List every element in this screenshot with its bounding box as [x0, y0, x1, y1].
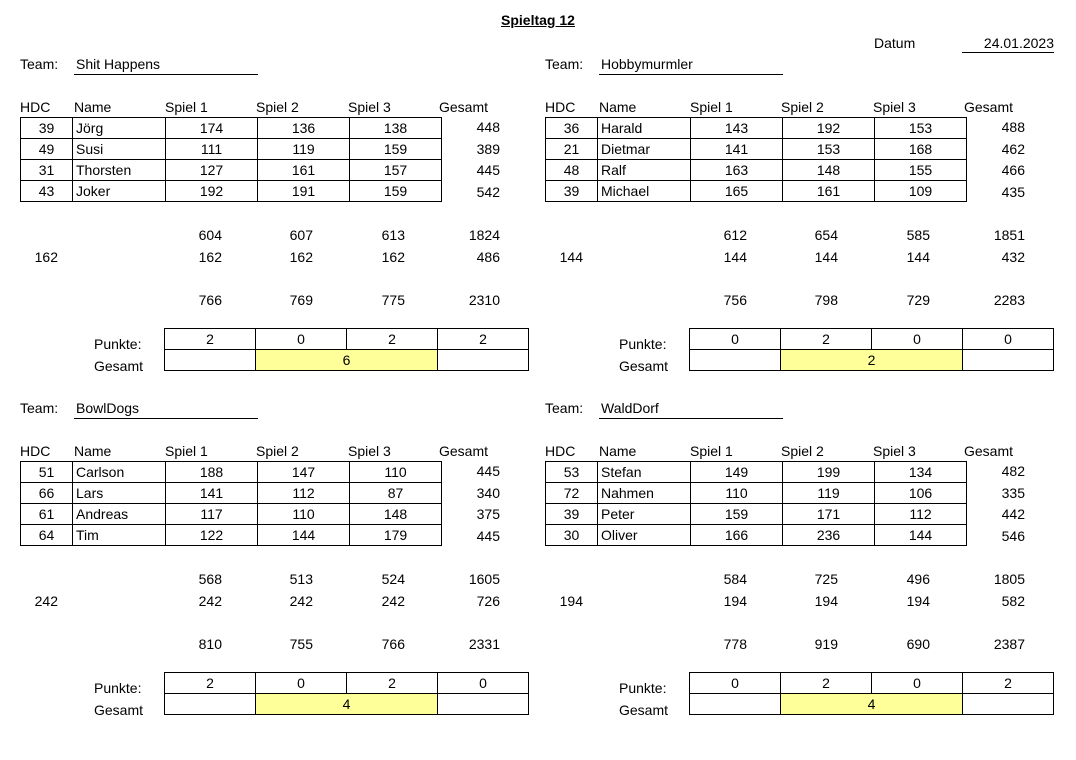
points-total-row [165, 694, 529, 715]
team-label: Team: [20, 56, 59, 72]
name-header: Name [74, 99, 112, 115]
player-hdc-cell[interactable]: 53 [546, 462, 598, 483]
hdc-header: HDC [20, 99, 51, 115]
grand-total-value: 755 [289, 636, 313, 652]
spiel3-cell[interactable]: 168 [875, 139, 967, 160]
points-cell[interactable]: 0 [690, 673, 781, 694]
sum-row-value: 607 [289, 227, 313, 243]
player-hdc-cell[interactable]: 30 [546, 525, 598, 546]
table-row [21, 160, 442, 181]
hdc-row-value: 144 [906, 249, 930, 265]
player-total: 445 [476, 162, 500, 179]
player-total: 375 [476, 506, 500, 523]
spiel3-cell[interactable]: 106 [875, 483, 967, 504]
spiel2-header: Spiel 2 [781, 99, 824, 115]
points-total-row [690, 350, 1054, 371]
player-name-cell[interactable]: Jörg [73, 118, 166, 139]
player-name-cell[interactable]: Michael [598, 181, 691, 202]
table-row [21, 462, 442, 483]
datum-value[interactable]: 24.01.2023 [962, 35, 1054, 53]
sum-row-value: 613 [381, 227, 405, 243]
team-name-field[interactable]: Hobbymurmler [599, 56, 783, 75]
points-total-empty-cell[interactable] [165, 694, 256, 715]
points-total-empty-cell[interactable] [165, 350, 256, 371]
team-block [20, 400, 540, 760]
spiel3-cell[interactable]: 110 [350, 462, 442, 483]
grand-total-value: 766 [198, 292, 222, 308]
player-hdc-cell[interactable]: 72 [546, 483, 598, 504]
table-row [546, 504, 967, 525]
datum-label: Datum [874, 35, 916, 51]
sum-row-value: 1824 [468, 227, 500, 243]
grand-total-value: 756 [723, 292, 747, 308]
spiel2-cell[interactable]: 192 [783, 118, 875, 139]
points-table [689, 672, 1054, 715]
player-hdc-cell[interactable]: 43 [21, 181, 73, 202]
points-cell[interactable]: 2 [438, 329, 529, 350]
spiel1-cell[interactable]: 166 [691, 525, 783, 546]
players-table [20, 117, 442, 202]
spiel2-cell[interactable]: 171 [783, 504, 875, 525]
players-table [20, 461, 442, 546]
players-table [545, 117, 967, 202]
spiel3-header: Spiel 3 [348, 443, 391, 459]
sum-row-value: 725 [814, 571, 838, 587]
spiel1-header: Spiel 1 [690, 99, 733, 115]
table-row [21, 139, 442, 160]
spiel2-cell[interactable]: 136 [258, 118, 350, 139]
page-title-text: Spieltag 12 [501, 12, 575, 28]
hdc-row-value: 242 [198, 593, 222, 609]
hdc-row-value: 194 [723, 593, 747, 609]
spiel3-cell[interactable]: 148 [350, 504, 442, 525]
points-cell[interactable]: 0 [872, 329, 963, 350]
team-hdc-total: 194 [559, 593, 583, 609]
spiel2-cell[interactable]: 199 [783, 462, 875, 483]
player-name-cell[interactable]: Harald [598, 118, 691, 139]
spiel1-cell[interactable]: 110 [691, 483, 783, 504]
spiel1-cell[interactable]: 159 [691, 504, 783, 525]
spiel1-cell[interactable]: 174 [166, 118, 258, 139]
spiel3-header: Spiel 3 [348, 99, 391, 115]
points-cell[interactable]: 2 [347, 329, 438, 350]
spiel1-cell[interactable]: 163 [691, 160, 783, 181]
punkte-label: Punkte: [619, 680, 667, 696]
gesamt-header: Gesamt [964, 99, 1014, 115]
player-hdc-cell[interactable]: 39 [546, 504, 598, 525]
points-total-cell[interactable]: 4 [781, 694, 963, 715]
sum-row-value: 1605 [468, 571, 500, 587]
points-row [690, 673, 1054, 694]
grand-total-value: 2310 [468, 292, 500, 308]
points-table [689, 328, 1054, 371]
grand-total-value: 729 [906, 292, 930, 308]
points-total-row [165, 350, 529, 371]
spiel3-header: Spiel 3 [873, 99, 916, 115]
player-name-cell[interactable]: Oliver [598, 525, 691, 546]
player-hdc-cell[interactable]: 51 [21, 462, 73, 483]
grand-total-value: 778 [723, 636, 747, 652]
points-cell[interactable]: 0 [256, 673, 347, 694]
player-name-cell[interactable]: Ralf [598, 160, 691, 181]
spiel1-cell[interactable]: 141 [166, 483, 258, 504]
player-name-cell[interactable]: Tim [73, 525, 166, 546]
players-table [545, 461, 967, 546]
team-name-field[interactable]: WaldDorf [599, 400, 783, 419]
spiel3-header: Spiel 3 [873, 443, 916, 459]
hdc-row-value: 432 [1001, 249, 1025, 265]
player-total: 442 [1001, 506, 1025, 523]
team-label: Team: [545, 400, 584, 416]
sum-row-value: 1851 [993, 227, 1025, 243]
player-name-cell[interactable]: Nahmen [598, 483, 691, 504]
spiel1-cell[interactable]: 122 [166, 525, 258, 546]
hdc-row-value: 242 [381, 593, 405, 609]
spiel3-cell[interactable]: 159 [350, 181, 442, 202]
spiel3-cell[interactable]: 87 [350, 483, 442, 504]
name-header: Name [74, 443, 112, 459]
table-row [21, 525, 442, 546]
player-name-cell[interactable]: Peter [598, 504, 691, 525]
spiel2-cell[interactable]: 148 [783, 160, 875, 181]
player-total: 542 [476, 184, 500, 201]
sum-row-value: 524 [381, 571, 405, 587]
points-cell[interactable]: 0 [256, 329, 347, 350]
spiel2-header: Spiel 2 [256, 99, 299, 115]
spiel1-cell[interactable]: 188 [166, 462, 258, 483]
page-title [0, 12, 1076, 28]
hdc-row-value: 194 [814, 593, 838, 609]
player-total: 448 [476, 119, 500, 135]
spiel3-cell[interactable]: 159 [350, 139, 442, 160]
grand-total-value: 810 [198, 636, 222, 652]
player-name-cell[interactable]: Lars [73, 483, 166, 504]
table-row [546, 181, 967, 202]
team-name-field[interactable]: Shit Happens [74, 56, 258, 75]
points-total-empty-cell[interactable] [690, 350, 781, 371]
player-name-cell[interactable]: Stefan [598, 462, 691, 483]
player-hdc-cell[interactable]: 61 [21, 504, 73, 525]
table-row [21, 504, 442, 525]
player-hdc-cell[interactable]: 39 [21, 118, 73, 139]
player-total: 462 [1001, 140, 1025, 157]
spiel2-cell[interactable]: 119 [258, 139, 350, 160]
points-cell[interactable]: 2 [165, 329, 256, 350]
spiel1-header: Spiel 1 [690, 443, 733, 459]
player-total: 546 [1001, 528, 1025, 545]
team-hdc-total: 144 [559, 249, 583, 265]
player-hdc-cell[interactable]: 39 [546, 181, 598, 202]
grand-total-value: 690 [906, 636, 930, 652]
points-total-empty-cell[interactable] [690, 694, 781, 715]
spiel3-cell[interactable]: 144 [875, 525, 967, 546]
grand-total-value: 2331 [468, 636, 500, 652]
points-cell[interactable]: 2 [347, 673, 438, 694]
name-header: Name [599, 443, 637, 459]
hdc-header: HDC [20, 443, 51, 459]
points-cell[interactable]: 2 [781, 673, 872, 694]
sum-row-value: 513 [289, 571, 313, 587]
spiel2-cell[interactable]: 161 [783, 181, 875, 202]
player-total: 445 [476, 528, 500, 545]
spiel2-cell[interactable]: 236 [783, 525, 875, 546]
spiel1-cell[interactable]: 141 [691, 139, 783, 160]
spiel3-cell[interactable]: 157 [350, 160, 442, 181]
spiel1-header: Spiel 1 [165, 443, 208, 459]
sum-row-value: 604 [198, 227, 222, 243]
player-total: 445 [476, 463, 500, 479]
points-cell[interactable]: 2 [963, 673, 1054, 694]
points-row [690, 329, 1054, 350]
table-row [21, 118, 442, 139]
spiel2-cell[interactable]: 191 [258, 181, 350, 202]
points-cell[interactable]: 0 [963, 329, 1054, 350]
spiel2-header: Spiel 2 [256, 443, 299, 459]
points-table [164, 672, 529, 715]
spiel1-cell[interactable]: 143 [691, 118, 783, 139]
team-label: Team: [20, 400, 59, 416]
table-row [546, 525, 967, 546]
player-hdc-cell[interactable]: 64 [21, 525, 73, 546]
gesamt-points-label: Gesamt [619, 358, 669, 374]
spiel3-cell[interactable]: 134 [875, 462, 967, 483]
name-header: Name [599, 99, 637, 115]
hdc-row-value: 194 [906, 593, 930, 609]
hdc-header: HDC [545, 99, 576, 115]
points-table [164, 328, 529, 371]
points-cell[interactable]: 0 [438, 673, 529, 694]
sum-row-value: 1805 [993, 571, 1025, 587]
team-block [545, 56, 1065, 416]
player-hdc-cell[interactable]: 49 [21, 139, 73, 160]
spiel3-cell[interactable]: 179 [350, 525, 442, 546]
player-total: 466 [1001, 162, 1025, 179]
team-label: Team: [545, 56, 584, 72]
gesamt-points-label: Gesamt [619, 702, 669, 718]
spiel2-cell[interactable]: 147 [258, 462, 350, 483]
hdc-row-value: 726 [476, 593, 500, 609]
hdc-row-value: 162 [198, 249, 222, 265]
spiel3-cell[interactable]: 109 [875, 181, 967, 202]
spiel1-cell[interactable]: 127 [166, 160, 258, 181]
spiel2-cell[interactable]: 144 [258, 525, 350, 546]
points-total-empty-cell[interactable] [438, 694, 529, 715]
spiel2-header: Spiel 2 [781, 443, 824, 459]
table-row [546, 462, 967, 483]
hdc-row-value: 144 [814, 249, 838, 265]
gesamt-header: Gesamt [439, 443, 489, 459]
spiel1-cell[interactable]: 111 [166, 139, 258, 160]
points-cell[interactable]: 2 [165, 673, 256, 694]
player-total: 435 [1001, 184, 1025, 201]
team-block [20, 56, 540, 416]
spiel3-cell[interactable]: 155 [875, 160, 967, 181]
spiel2-cell[interactable]: 112 [258, 483, 350, 504]
grand-total-value: 2387 [993, 636, 1025, 652]
sum-row-value: 568 [198, 571, 222, 587]
spiel2-cell[interactable]: 110 [258, 504, 350, 525]
spiel1-cell[interactable]: 192 [166, 181, 258, 202]
sum-row-value: 585 [906, 227, 930, 243]
hdc-row-value: 144 [723, 249, 747, 265]
player-total: 488 [1001, 119, 1025, 135]
grand-total-value: 766 [381, 636, 405, 652]
player-total: 389 [476, 140, 500, 157]
hdc-header: HDC [545, 443, 576, 459]
points-total-empty-cell[interactable] [963, 350, 1054, 371]
spiel3-cell[interactable]: 112 [875, 504, 967, 525]
player-name-cell[interactable]: Thorsten [73, 160, 166, 181]
player-name-cell[interactable]: Carlson [73, 462, 166, 483]
sum-row-value: 496 [906, 571, 930, 587]
grand-total-value: 798 [814, 292, 838, 308]
grand-total-value: 769 [289, 292, 313, 308]
player-name-cell[interactable]: Andreas [73, 504, 166, 525]
player-total: 340 [476, 484, 500, 501]
points-row [165, 673, 529, 694]
hdc-row-value: 582 [1001, 593, 1025, 609]
player-hdc-cell[interactable]: 21 [546, 139, 598, 160]
points-total-empty-cell[interactable] [963, 694, 1054, 715]
player-total: 482 [1001, 463, 1025, 479]
spiel2-cell[interactable]: 119 [783, 483, 875, 504]
spiel1-header: Spiel 1 [165, 99, 208, 115]
spiel3-cell[interactable]: 153 [875, 118, 967, 139]
points-total-row [690, 694, 1054, 715]
points-row [165, 329, 529, 350]
table-row [546, 160, 967, 181]
grand-total-value: 775 [381, 292, 405, 308]
points-total-cell[interactable]: 6 [256, 350, 438, 371]
player-hdc-cell[interactable]: 31 [21, 160, 73, 181]
player-name-cell[interactable]: Dietmar [598, 139, 691, 160]
points-cell[interactable]: 0 [690, 329, 781, 350]
hdc-row-value: 486 [476, 249, 500, 265]
points-cell[interactable]: 0 [872, 673, 963, 694]
spiel1-cell[interactable]: 165 [691, 181, 783, 202]
spiel3-cell[interactable]: 138 [350, 118, 442, 139]
table-row [546, 139, 967, 160]
hdc-row-value: 162 [289, 249, 313, 265]
team-block [545, 400, 1065, 760]
grand-total-value: 2283 [993, 292, 1025, 308]
spiel2-cell[interactable]: 153 [783, 139, 875, 160]
spiel2-cell[interactable]: 161 [258, 160, 350, 181]
team-name-field[interactable]: BowlDogs [74, 400, 258, 419]
points-cell[interactable]: 2 [781, 329, 872, 350]
grand-total-value: 919 [814, 636, 838, 652]
punkte-label: Punkte: [94, 680, 142, 696]
points-total-cell[interactable]: 4 [256, 694, 438, 715]
gesamt-points-label: Gesamt [94, 358, 144, 374]
player-name-cell[interactable]: Susi [73, 139, 166, 160]
player-name-cell[interactable]: Joker [73, 181, 166, 202]
gesamt-points-label: Gesamt [94, 702, 144, 718]
points-total-cell[interactable]: 2 [781, 350, 963, 371]
table-row [546, 118, 967, 139]
sum-row-value: 612 [723, 227, 747, 243]
team-hdc-total: 242 [34, 593, 58, 609]
sum-row-value: 584 [723, 571, 747, 587]
player-total: 335 [1001, 484, 1025, 501]
table-row [21, 181, 442, 202]
player-hdc-cell[interactable]: 48 [546, 160, 598, 181]
punkte-label: Punkte: [94, 336, 142, 352]
hdc-row-value: 162 [381, 249, 405, 265]
table-row [546, 483, 967, 504]
gesamt-header: Gesamt [964, 443, 1014, 459]
punkte-label: Punkte: [619, 336, 667, 352]
table-row [21, 483, 442, 504]
player-hdc-cell[interactable]: 66 [21, 483, 73, 504]
gesamt-header: Gesamt [439, 99, 489, 115]
spiel1-cell[interactable]: 117 [166, 504, 258, 525]
points-total-empty-cell[interactable] [438, 350, 529, 371]
team-hdc-total: 162 [34, 249, 58, 265]
player-hdc-cell[interactable]: 36 [546, 118, 598, 139]
hdc-row-value: 242 [289, 593, 313, 609]
spiel1-cell[interactable]: 149 [691, 462, 783, 483]
sum-row-value: 654 [814, 227, 838, 243]
